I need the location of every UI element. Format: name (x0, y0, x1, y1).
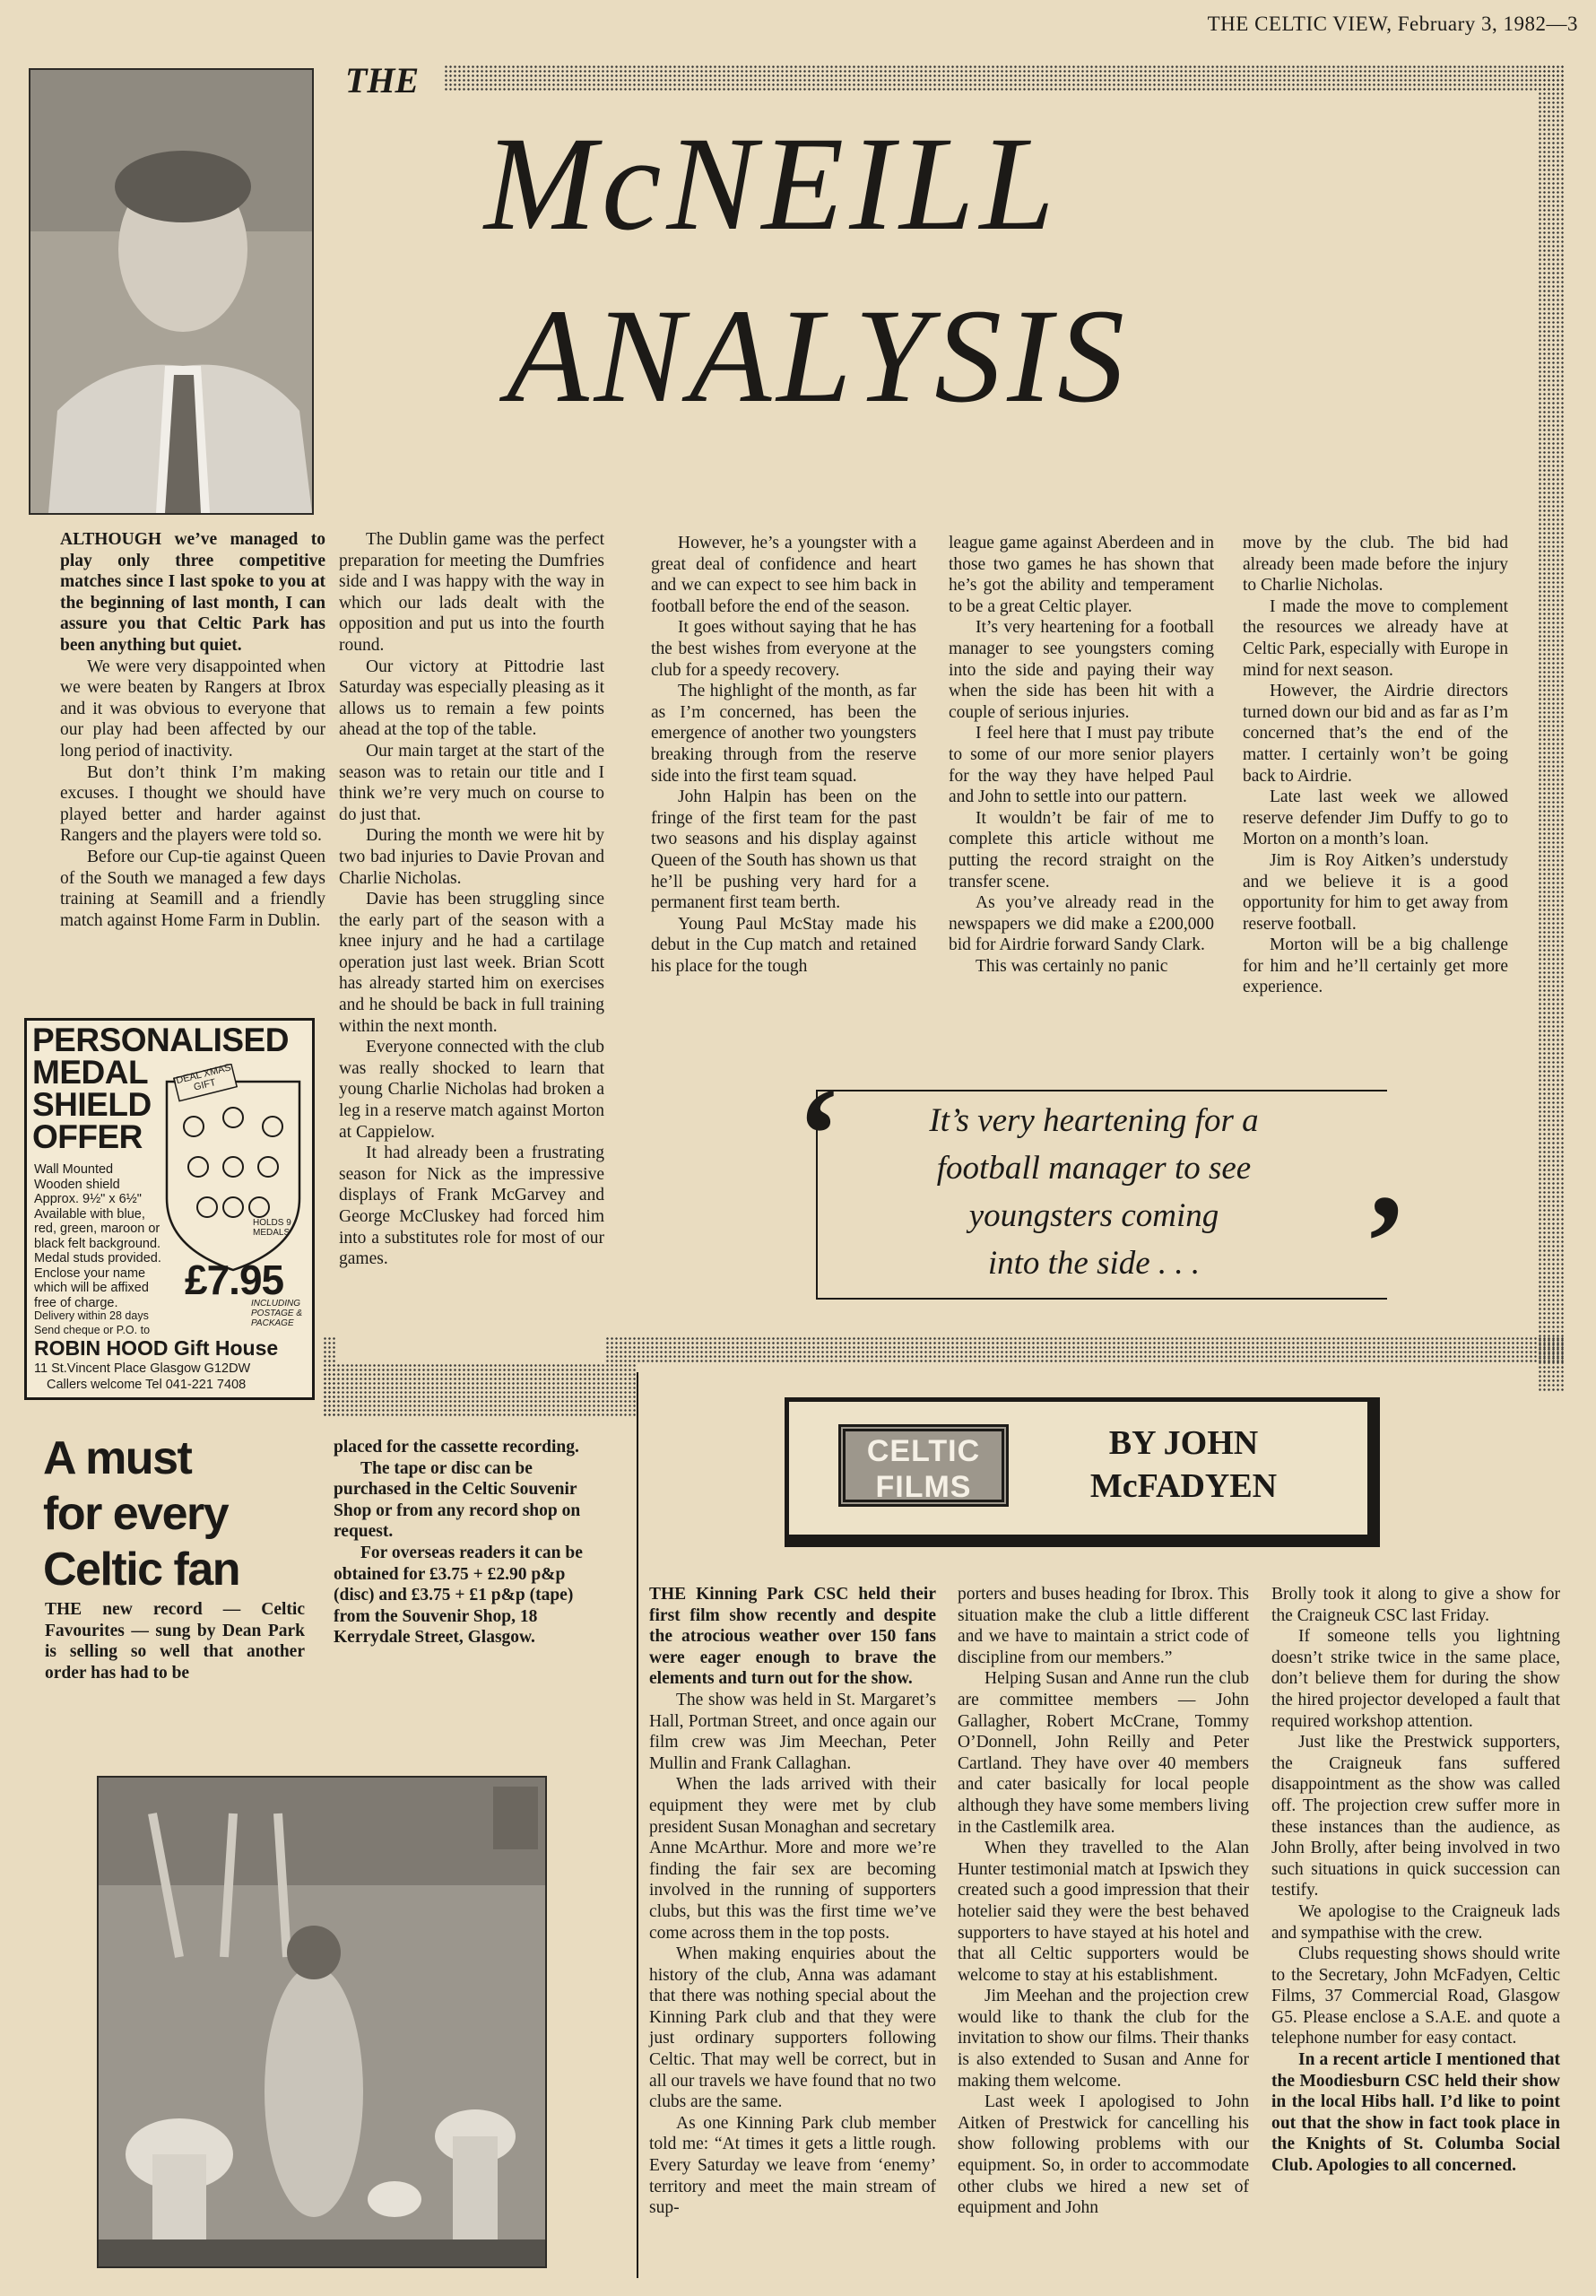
films-logo (838, 1424, 1009, 1507)
ad-detail-line: free of charge. (34, 1295, 118, 1310)
article-paragraph: It wouldn’t be fair of me to complete this article without me putting the record straight on the transfer scene. (949, 808, 1214, 891)
ad-detail-line: Approx. 9½" x 6½" (34, 1192, 142, 1206)
pull-quote-open-mark: ‘ (796, 1060, 841, 1209)
ad-headline-line: MEDAL (32, 1054, 149, 1091)
films-paragraph: We apologise to the Craigneuk lads and sympathise with the crew. (1271, 1901, 1560, 1943)
trophy-photo-scene (99, 1778, 545, 2266)
article-paragraph: Everyone connected with the club was really shocked to learn that young Charlie Nicholas had broken a leg in a reserve match against Morton at Cappielow. (339, 1038, 604, 1142)
article-column-5 (1243, 533, 1508, 998)
ad-detail-line: Wooden shield (34, 1177, 120, 1192)
manager-photo (29, 68, 314, 515)
article-paragraph: We were very disappointed when we were beaten by Rangers at Ibrox and it was obvious to everyone that our play had been affected by our long period of inactivity. (60, 657, 325, 761)
article-frame-right (1538, 65, 1565, 1392)
films-byline-line: McFADYEN (1089, 1467, 1278, 1505)
record-headline (43, 1431, 239, 1597)
films-paragraph: When they travelled to the Alan Hunter testimonial match at Ipswich they created such a good impression that their hotelier said they were the best behaved supporters to have stayed at his hotel and that all Celtic supporters would be welcome to stay at his establishment. (958, 1839, 1249, 1985)
article-column-2 (339, 529, 604, 1270)
title-analysis: ANALYSIS (507, 282, 1131, 430)
films-paragraph: Last week I apologised to John Aitken of Prestwick for cancelling his show following problems with our equipment. So, in order to accommodate other clubs we hired a new set of equipment and John (958, 2092, 1249, 2218)
article-paragraph: The highlight of the month, as far as I’m concerned, has been the emergence of another two youngsters breaking through from the reserve side into the first team squad. (651, 682, 916, 786)
article-paragraph: Morton will be a big challenge for him and he’ll certainly get more experience. (1243, 935, 1508, 997)
record-paragraph: For overseas readers it can be obtained for £3.75 + £2.90 p&p (disc) and £3.75 + £1 p&p (tape) from the Souvenir Shop, 18 Kerrydale Street, Glasgow. (334, 1543, 583, 1648)
article-paragraph: It goes without saying that he has the best wishes from everyone at the club for a speedy recovery. (651, 618, 916, 680)
pull-quote-line: football manager to see (936, 1150, 1252, 1187)
title-the: THE (345, 60, 420, 100)
article-paragraph: However, the Airdrie directors turned down our bid and as far as I’m concerned that’s the end of the matter. I certainly won’t be going back to Airdrie. (1243, 682, 1508, 786)
films-paragraph: Just like the Prestwick supporters, the Craigneuk fans suffered disappointment as the show was called off. The projection crew suffer more in these instances than the audience, as John Brolly, after being involved in two such situations in quick succession can testify. (1271, 1733, 1560, 1900)
pull-quote-close-mark: ’ (1363, 1168, 1408, 1317)
films-paragraph: If someone tells you lightning doesn’t strike twice in the same place, don’t believe them for during the show the hired projector developed a fault that required workshop attention. (1271, 1627, 1560, 1731)
ad-cheque: Send cheque or P.O. to (34, 1324, 151, 1336)
pull-quote-line: into the side . . . (987, 1245, 1201, 1282)
record-headline-line: A must (43, 1432, 192, 1484)
article-column-4 (949, 533, 1214, 977)
ad-detail-line: red, green, maroon or (34, 1222, 160, 1236)
record-headline-line: for every (43, 1488, 229, 1540)
ad-detail-line: Enclose your name (34, 1265, 146, 1281)
films-byline (1049, 1422, 1318, 1508)
films-paragraph: Brolly took it along to give a show for the Craigneuk CSC last Friday. (1271, 1585, 1560, 1625)
pull-quote-text (861, 1097, 1327, 1287)
ad-price-note: INCLUDING POSTAGE & PACKAGE (251, 1299, 303, 1328)
ad-delivery: Delivery within 28 days (34, 1309, 149, 1322)
article-paragraph: It had already been a frustrating season for Nick as the impressive displays of Frank McGarvey and George McCluskey had forced him into a substitutes role for most of our games. (339, 1144, 604, 1269)
films-paragraph: Jim Meehan and the projection crew would like to thank the club for the invitation to show our films. Their thanks is also extended to Susan and Anne for making them welcome. (958, 1987, 1249, 2091)
ad-holds-note: HOLDS 9 MEDALS (253, 1218, 291, 1238)
ad-headline-line: PERSONALISED (32, 1022, 289, 1058)
article-paragraph: Late last week we allowed reserve defender Jim Duffy to go to Morton on a month’s loan. (1243, 787, 1508, 849)
ad-detail-line: Available with blue, (34, 1206, 145, 1222)
films-column-2 (958, 1584, 1249, 2219)
ad-tag: IDEAL XMAS GIFT (172, 1062, 232, 1093)
record-paragraph: THE new record — Celtic Favourites — sung by Dean Park is selling so well that another order has had to be (45, 1600, 305, 1683)
films-correction: In a recent article I mentioned that the Moodiesburn CSC held their show in the local Hibs hall. I’d like to point out that the show in fact took place in the Knights of St. Columba Social Club. Apologies to all concerned. (1271, 2050, 1560, 2176)
article-paragraph: But don’t think I’m making excuses. I thought we should have played better and harder against Rangers and the players were told so. (60, 762, 325, 846)
ad-price: £7.95 (185, 1257, 284, 1303)
article-paragraph: As you’ve already read in the newspapers we did make a £200,000 bid for Airdrie forward Sandy Clark. (949, 893, 1214, 955)
films-paragraph: The show was held in St. Margaret’s Hall, Portman Street, and once again our film crew was Jim Meechan, Peter Mullin and Frank Callaghan. (649, 1690, 936, 1773)
ad-details (34, 1162, 191, 1310)
films-byline-line: BY JOHN (1108, 1424, 1259, 1462)
pull-quote-line: youngsters coming (968, 1197, 1219, 1234)
manager-portrait-figure (30, 70, 312, 513)
ad-detail-line: black felt background. (34, 1236, 161, 1251)
article-paragraph: Davie has been struggling since the early part of the season with a knee injury and he had a cartilage operation just last week. Brian Scott has already started him on exercises and he should be back in full training within the next month. (339, 890, 604, 1036)
article-paragraph: It’s very heartening for a football manager to see youngsters coming into the side and paying their way when the side has been hit with a couple of serious injuries. (949, 618, 1214, 722)
article-paragraph: Young Paul McStay made his debut in the Cup match and retained his place for the tough (651, 914, 916, 976)
trophy-photo (97, 1776, 547, 2268)
ad-shop-name: ROBIN HOOD Gift House (34, 1336, 279, 1360)
article-paragraph: Our main target at the start of the season was to retain our title and I think we’re very much on course to do just that. (339, 741, 604, 824)
article-frame-bottom-left (323, 1363, 637, 1417)
ad-detail-line: which will be affixed (34, 1281, 149, 1295)
medal-shield-ad (24, 1018, 315, 1400)
ad-detail-line: Medal studs provided. (34, 1251, 161, 1265)
films-paragraph: When the lads arrived with their equipment they were met by club president Susan Monaghan and secretary Anne McArthur. More and more we’re finding the fair sex are becoming involved in the running of supporters clubs, but this was the first time we’ve come across them in the top posts. (649, 1775, 936, 1943)
article-paragraph: However, he’s a youngster with a great deal of confidence and heart and we can expect to see him back in football before the end of the season. (651, 534, 916, 616)
record-paragraph: placed for the cassette recording. (334, 1438, 579, 1457)
article-paragraph: Our victory at Pittodrie last Saturday was especially pleasing as it allows us to remain a few points ahead at the top of the table. (339, 657, 604, 740)
article-intro: ALTHOUGH we’ve managed to play only three competitive matches since I last spoke to you at the beginning of last month, I can assure you that Celtic Park has been anything but quiet. (60, 530, 325, 655)
record-paragraph: The tape or disc can be purchased in the Celtic Souvenir Shop or from any record shop on request. (334, 1458, 581, 1542)
article-column-3 (651, 533, 916, 977)
article-column-1 (60, 529, 325, 931)
films-column-1 (649, 1584, 936, 2219)
films-column-3 (1271, 1584, 1560, 2177)
ad-address: 11 St.Vincent Place Glasgow G12DW (34, 1361, 251, 1376)
record-headline-line: Celtic fan (43, 1544, 240, 1596)
article-paragraph: Jim is Roy Aitken’s understudy and we believe it is a good opportunity for him to get away from reserve football. (1243, 850, 1508, 934)
films-logo-line: CELTIC (866, 1434, 981, 1468)
article-frame-top (444, 65, 1565, 91)
article-paragraph: Before our Cup-tie against Queen of the South we managed a few days training at Seamill and a friendly match against Home Farm in Dublin. (60, 847, 325, 930)
article-paragraph: move by the club. The bid had already been made before the injury to Charlie Nicholas. (1243, 534, 1508, 596)
films-paragraph: Helping Susan and Anne run the club are committee members — John Gallagher, Robert McCrane, Tommy O’Donnell, John Reilly and Peter Cartland. They have over 40 members and cater basically for local people although they have some members living in the Castlemilk area. (958, 1669, 1249, 1837)
article-paragraph: During the month we were hit by two bad injuries to Davie Provan and Charlie Nicholas. (339, 826, 604, 888)
films-logo-line: FILMS (875, 1470, 972, 1504)
ad-headline-line: OFFER (32, 1118, 143, 1155)
ad-headline-line: SHIELD (32, 1086, 152, 1123)
article-paragraph: I made the move to complement the resources we already have at Celtic Park, especially with Europe in mind for next season. (1243, 596, 1508, 680)
article-paragraph: The Dublin game was the perfect preparation for meeting the Dumfries side and I was happy with the way in which our lads dealt with the opposition and put us into the fourth round. (339, 530, 604, 655)
article-paragraph: league game against Aberdeen and in those two games he has shown that he’s got the ability and temperament to be a great Celtic player. (949, 534, 1214, 616)
record-story-right (334, 1437, 595, 1648)
article-frame-bottom (605, 1336, 1565, 1363)
films-paragraph: When making enquiries about the history of the club, Anna was adamant that there was nothing special about the Kinning Park club and that they were just ordinary supporters following Celtic. That may well be correct, but in all our travels we have found that no two clubs are the same. (649, 1944, 936, 2112)
record-story-left (45, 1599, 305, 1683)
article-paragraph: This was certainly no panic (976, 956, 1168, 976)
masthead: THE CELTIC VIEW, February 3, 1982—3 (1207, 13, 1578, 35)
article-paragraph: John Halpin has been on the fringe of the first team for the past two seasons and his display against Queen of the South has shown us that he’ll be pushing very hard for a permanent first team berth. (651, 787, 916, 913)
title-mcneill: McNEILL (484, 109, 1060, 258)
films-intro: THE Kinning Park CSC held their first film show recently and despite the atrocious weather over 150 fans were eager enough to brave the elements and turn out for the show. (649, 1585, 936, 1689)
ad-frame-left (323, 1336, 337, 1417)
article-paragraph: I feel here that I must pay tribute to some of our more senior players for the way they have helped Paul and John to settle into our pattern. (949, 724, 1214, 807)
films-paragraph: porters and buses heading for Ibrox. This situation make the club a little different and we have to maintain a strict code of discipline from our members.” (958, 1585, 1249, 1667)
pull-quote-line: It’s very heartening for a (929, 1102, 1259, 1139)
ad-detail-line: Wall Mounted (34, 1162, 114, 1177)
column-rule (637, 1372, 638, 2278)
ad-callers: Callers welcome Tel 041-221 7408 (47, 1378, 247, 1392)
films-paragraph: As one Kinning Park club member told me: “At times it gets a little rough. Every Saturday we leave from ‘enemy’ territory and meet the main stream of sup- (649, 2113, 936, 2218)
films-paragraph: Clubs requesting shows should write to the Secretary, John McFadyen, Celtic Films, 37 Commercial Road, Glasgow G5. Please enclose a S.A.E. and quote a telephone number for easy contact. (1271, 1944, 1560, 2048)
